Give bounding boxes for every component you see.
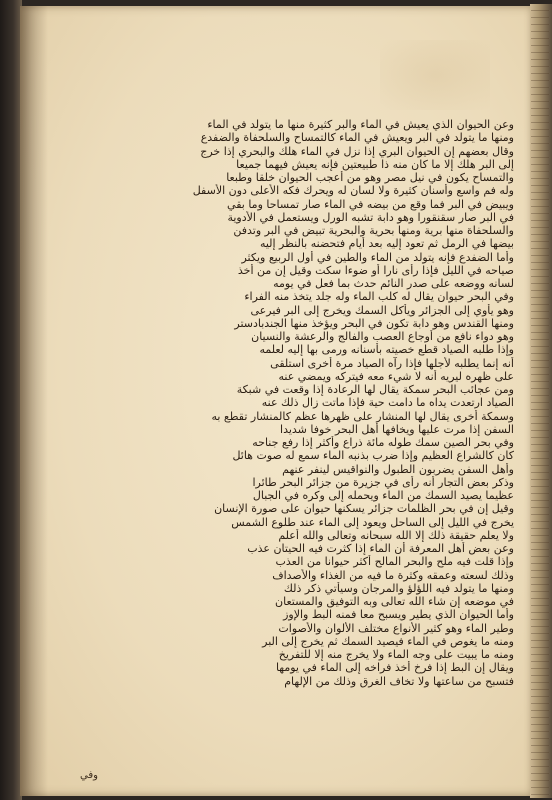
page-edge-stripe <box>531 710 549 711</box>
page-edge-stripe <box>531 304 549 305</box>
paper-stain <box>380 40 490 110</box>
page-edge-stripe <box>531 150 549 151</box>
page-edge-stripe <box>531 794 549 795</box>
page-edge-stripe <box>531 654 549 655</box>
page-edge-stripe <box>531 374 549 375</box>
page-edge-stripe <box>531 619 549 620</box>
manuscript-line: بيضها في الرمل ثم تعود إليه بعد أيام فتحضنه بالنظر إليه <box>259 237 514 251</box>
page-edge-stripe <box>531 248 549 249</box>
page-edge-stripe <box>531 675 549 676</box>
page-edge-stripe <box>531 682 549 683</box>
manuscript-line: وذلك لسعته وعمقه وكثرة ما فيه من الغذاء والأصداف <box>272 568 514 582</box>
page-block-edge-right <box>530 4 552 798</box>
page-edge-stripe <box>531 311 549 312</box>
page-edge-stripe <box>531 122 549 123</box>
page-edge-stripe <box>531 472 549 473</box>
page-edge-stripe <box>531 395 549 396</box>
page-edge-stripe <box>531 87 549 88</box>
page-edge-stripe <box>531 220 549 221</box>
page-edge-stripe <box>531 409 549 410</box>
page-edge-stripe <box>531 192 549 193</box>
page-edge-stripe <box>531 773 549 774</box>
page-edge-stripe <box>531 451 549 452</box>
manuscript-line: وإذا قلت فيه ملح والبحر المالح أكثر حيوانا من العذب <box>275 555 514 569</box>
page-edge-stripe <box>531 332 549 333</box>
manuscript-line: والتمساح يكون في نيل مصر وهو من أعجب الحيوان خلقا وطبعا <box>226 171 514 184</box>
manuscript-line: وقيل إن في بحر الظلمات جزائر يسكنها حيوان على صورة الإنسان <box>214 502 514 516</box>
page-edge-stripe <box>531 171 549 172</box>
page-edge-stripe <box>531 38 549 39</box>
catchword: وفي <box>80 770 98 781</box>
page-edge-stripe <box>531 199 549 200</box>
gutter-shadow <box>20 6 48 796</box>
manuscript-line: على ظهره ليريه أنه لا شيء معه فيتركه ويمضي عنه <box>278 369 514 383</box>
manuscript-line: صياحه في الليل فإذا رأى نارا أو ضوءا سكت وقيل إن من أخذ <box>237 263 514 277</box>
manuscript-line: وعن بعض أهل المعرفة أن الماء إذا كثرت فيه الحيتان عذب <box>247 542 514 555</box>
page-edge-stripe <box>531 360 549 361</box>
page-edge-stripe <box>531 696 549 697</box>
page-edge-stripe <box>531 626 549 627</box>
page-edge-stripe <box>531 563 549 564</box>
page-edge-stripe <box>531 10 549 11</box>
page-edge-stripe <box>531 507 549 508</box>
page-edge-stripe <box>531 94 549 95</box>
manuscript-line: وقال بعضهم إن الحيوان البري إذا نزل في الماء هلك والبحري إذا خرج <box>200 144 514 158</box>
page-edge-stripe <box>531 115 549 116</box>
page-edge-stripe <box>531 73 549 74</box>
page-edge-stripe <box>531 465 549 466</box>
page-edge-stripe <box>531 752 549 753</box>
manuscript-line: وعن الحيوان الذي يعيش في الماء والبر كثيرة منها ما يتولد في الماء <box>207 118 514 131</box>
page-edge-stripe <box>531 766 549 767</box>
page-edge-stripe <box>531 514 549 515</box>
page-edge-stripe <box>531 780 549 781</box>
page-edge-stripe <box>531 66 549 67</box>
page-edge-stripe <box>531 759 549 760</box>
page-edge-stripe <box>531 640 549 641</box>
page-edge-stripe <box>531 339 549 340</box>
page-edge-stripe <box>531 255 549 256</box>
manuscript-line: ولا يعلم حقيقة ذلك إلا الله سبحانه وتعالى والله أعلم <box>278 528 514 542</box>
page-edge-stripe <box>531 549 549 550</box>
page-edge-stripe <box>531 297 549 298</box>
page-edge-stripe <box>531 31 549 32</box>
page-edge-stripe <box>531 444 549 445</box>
page-edge-stripe <box>531 577 549 578</box>
page-edge-stripe <box>531 367 549 368</box>
manuscript-line: ومن عجائب البحر سمكة يقال لها الرعادة إذا وقعت في شبكة <box>236 383 514 396</box>
page-edge-stripe <box>531 633 549 634</box>
page-edge-stripe <box>531 227 549 228</box>
manuscript-line: ومنها القندس وهو دابة تكون في البحر ويؤخذ منها الجندبادستر <box>234 316 514 330</box>
manuscript-line: الصياد ارتعدت يداه ما دامت حية فإذا ماتت زال ذلك عنه <box>261 396 514 410</box>
page-edge-stripe <box>531 486 549 487</box>
page-edge-stripe <box>531 668 549 669</box>
page-edge-stripe <box>531 185 549 186</box>
page-edge-stripe <box>531 703 549 704</box>
page-edge-stripe <box>531 318 549 319</box>
page-edge-stripe <box>531 689 549 690</box>
manuscript-text-block <box>78 118 514 698</box>
page-edge-stripe <box>531 612 549 613</box>
page-edge-stripe <box>531 437 549 438</box>
manuscript-line: وله فم واسع وأسنان كثيرة ولا لسان له ويحرك فكه الأعلى دون الأسفل <box>192 184 514 198</box>
page-edge-stripe <box>531 24 549 25</box>
manuscript-line: وسمكة أخرى يقال لها المنشار على ظهرها عظم كالمنشار تقطع به <box>211 409 514 423</box>
page-edge-stripe <box>531 535 549 536</box>
page-edge-stripe <box>531 234 549 235</box>
page-edge-stripe <box>531 129 549 130</box>
manuscript-line: كان كالشراع العظيم وإذا ضرب بذنبه الماء سمع له صوت هائل <box>232 449 514 463</box>
page-edge-stripe <box>531 717 549 718</box>
page-edge-stripe <box>531 17 549 18</box>
page-edge-stripe <box>531 724 549 725</box>
page-edge-stripe <box>531 605 549 606</box>
manuscript-line: في موضعه إن شاء الله تعالى وبه التوفيق والمستعان <box>275 595 514 608</box>
page-edge-stripe <box>531 591 549 592</box>
page-edge-stripe <box>531 647 549 648</box>
page-edge-stripe <box>531 52 549 53</box>
manuscript-line: فتسبح من ساعتها ولا تخاف الغرق وذلك من الإلهام <box>284 674 514 688</box>
manuscript-line: أنه إنما يطلبه لأجلها فإذا رآه الصياد مرة أخرى استلقى <box>270 356 514 370</box>
page-edge-stripe <box>531 584 549 585</box>
page-edge-stripe <box>531 381 549 382</box>
manuscript-line: وأما الحيوان الذي يطير ويسبح معا فمنه البط والإوز <box>283 608 514 622</box>
manuscript-line: وطير الماء وهو كثير الأنواع مختلف الألوان والأصوات <box>278 621 514 635</box>
page-edge-stripe <box>531 493 549 494</box>
manuscript-line: لسانه ووضعه على صدر النائم حدث بما فعل في يومه <box>273 277 514 290</box>
page-edge-stripe <box>531 136 549 137</box>
manuscript-line: إلى البر هلك إلا ما كان منه ذا طبيعتين فإنه يعيش فيهما جميعا <box>236 157 514 171</box>
page-edge-stripe <box>531 45 549 46</box>
manuscript-line: وإذا طلبه الصياد قطع خصيته بأسنانه ورمى بها إليه لعلمه <box>259 343 514 357</box>
manuscript-line: ويقال إن البط إذا فرخ أخذ فراخه إلى الماء في يومها <box>275 661 514 675</box>
page-edge-stripe <box>531 283 549 284</box>
page-edge-stripe <box>531 521 549 522</box>
page-edge-stripe <box>531 388 549 389</box>
manuscript-line: السفن إذا مرت عليها ويخافها أهل البحر خوفا شديدا <box>280 422 514 436</box>
page-edge-stripe <box>531 290 549 291</box>
page-edge-stripe <box>531 269 549 270</box>
page-edge-stripe <box>531 528 549 529</box>
manuscript-line: في البر صار سقنقورا وهو دابة تشبه الورل ويستعمل في الأدوية <box>227 210 514 224</box>
manuscript-line: وذكر بعض التجار أنه رأى في جزيرة من جزائر البحر طائرا <box>252 475 514 489</box>
manuscript-line: وهو يأوي إلى الجزائر ويأكل السمك ويخرج إلى البر فيرعى <box>250 303 514 317</box>
page-edge-stripe <box>531 416 549 417</box>
page-edge-stripe <box>531 206 549 207</box>
manuscript-line: وأهل السفن يضربون الطبول والنواقيس لينفر عنهم <box>282 462 514 476</box>
page-edge-stripe <box>531 500 549 501</box>
manuscript-line: ومنه ما يبيت على وجه الماء ولا يخرج منه إلا للتفريخ <box>278 648 514 661</box>
page-edge-stripe <box>531 59 549 60</box>
manuscript-line: ومنها ما يتولد فيه اللؤلؤ والمرجان وسيأتي ذكر ذلك <box>283 581 514 595</box>
page-edge-stripe <box>531 276 549 277</box>
manuscript-line: عظيما يصيد السمك من الماء ويحمله إلى وكره في الجبال <box>252 489 514 502</box>
manuscript-line: وفي بحر الصين سمك طوله مائة ذراع وأكثر إذا رفع جناحه <box>252 436 514 449</box>
page-edge-stripe <box>531 423 549 424</box>
page-edge-stripe <box>531 731 549 732</box>
page-edge-stripe <box>531 80 549 81</box>
page-edge-stripe <box>531 458 549 459</box>
page-edge-stripe <box>531 143 549 144</box>
page-edge-stripe <box>531 346 549 347</box>
manuscript-line: ويبيض في البر فما وقع من بيضه في الماء صار تمساحا وما بقي <box>227 197 514 211</box>
page-edge-stripe <box>531 157 549 158</box>
page-edge-stripe <box>531 101 549 102</box>
page-edge-stripe <box>531 738 549 739</box>
page-edge-stripe <box>531 262 549 263</box>
page-edge-stripe <box>531 787 549 788</box>
page-edge-stripe <box>531 353 549 354</box>
page-edge-stripe <box>531 164 549 165</box>
page-edge-stripe <box>531 479 549 480</box>
manuscript-line: وهو دواء نافع من أوجاع العصب والفالج والرعشة والنسيان <box>251 330 514 343</box>
page-edge-stripe <box>531 745 549 746</box>
manuscript-line: ومنها ما يتولد في البر ويعيش في الماء كالتمساح والسلحفاة والضفدع <box>200 131 514 145</box>
page-edge-stripe <box>531 430 549 431</box>
page-edge-stripe <box>531 108 549 109</box>
page-edge-stripe <box>531 241 549 242</box>
page-edge-stripe <box>531 598 549 599</box>
page-edge-stripe <box>531 325 549 326</box>
page-edge-stripe <box>531 556 549 557</box>
manuscript-line: ومنه ما يغوص في الماء فيصيد السمك ثم يخرج إلى البر <box>262 634 514 648</box>
book-cover-edge-left <box>0 0 22 800</box>
page-edge-stripe <box>531 661 549 662</box>
page-edge-stripe <box>531 178 549 179</box>
page-edge-stripe <box>531 542 549 543</box>
manuscript-line: يخرج في الليل إلى الساحل ويعود إلى الماء عند طلوع الشمس <box>231 515 514 529</box>
manuscript-line: وفي البحر حيوان يقال له كلب الماء وله جلد يتخذ منه الفراء <box>244 290 514 304</box>
page-edge-stripe <box>531 402 549 403</box>
page-edge-stripe <box>531 570 549 571</box>
manuscript-line: والسلحفاة منها برية ومنها بحرية والبحرية تبيض في البر وتدفن <box>233 224 514 237</box>
page-edge-stripe <box>531 213 549 214</box>
manuscript-line: وأما الضفدع فإنه يتولد من الماء والطين في أول الربيع ويكثر <box>241 250 514 264</box>
